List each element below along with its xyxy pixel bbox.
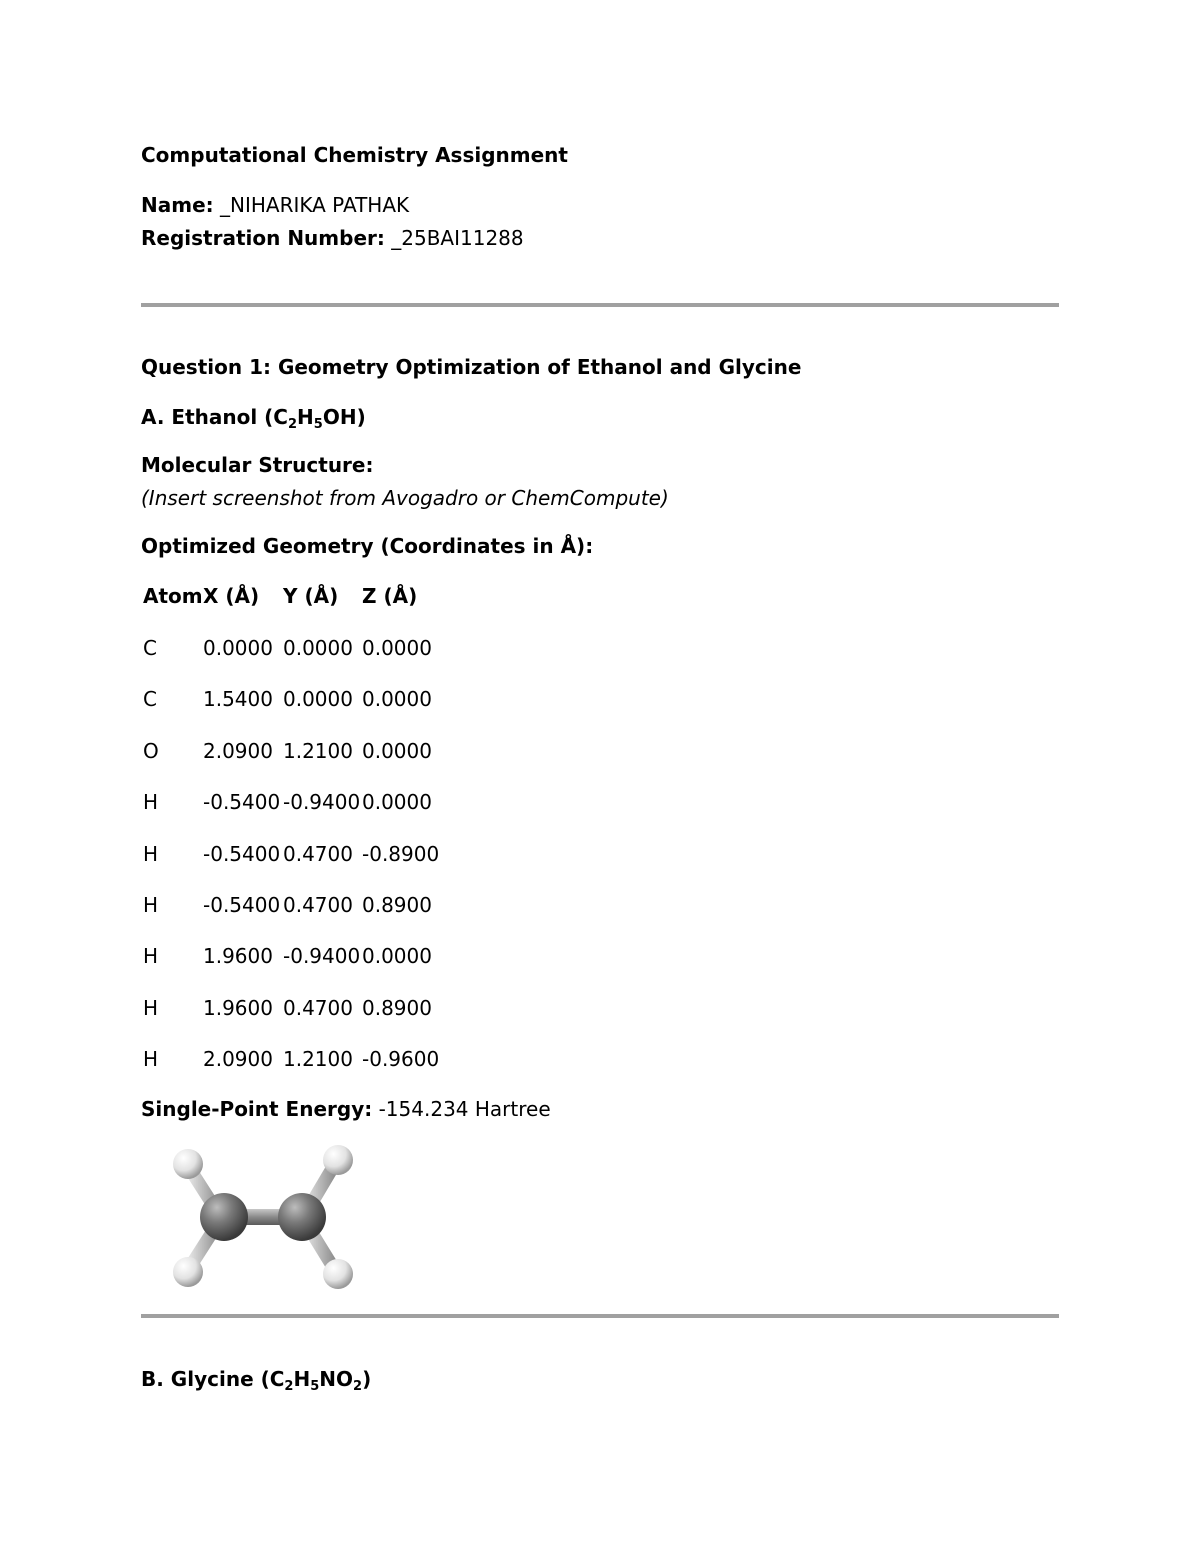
- cell-atom: O: [143, 739, 159, 763]
- registration-value: _25BAI11288: [384, 226, 524, 250]
- cell-x: 1.9600: [203, 996, 273, 1020]
- section-a-prefix: A. Ethanol (C: [141, 405, 288, 429]
- hydrogen-atom: [323, 1145, 353, 1175]
- cell-y: 0.0000: [283, 636, 353, 660]
- carbon-atom: [200, 1193, 248, 1241]
- cell-y: 0.0000: [283, 687, 353, 711]
- cell-z: 0.0000: [362, 687, 432, 711]
- question-1-heading: Question 1: Geometry Optimization of Ethanol and Glycine: [141, 355, 802, 379]
- header-z: Z (Å): [362, 584, 418, 608]
- cell-atom: H: [143, 893, 159, 917]
- name-label: Name:: [141, 193, 214, 217]
- header-x: X (Å): [203, 584, 260, 608]
- header-atom: Atom: [143, 584, 203, 608]
- cell-z: 0.8900: [362, 893, 432, 917]
- cell-z: -0.8900: [362, 842, 440, 866]
- hydrogen-atom: [323, 1259, 353, 1289]
- cell-z: 0.0000: [362, 944, 432, 968]
- cell-x: 1.5400: [203, 687, 273, 711]
- document-title: Computational Chemistry Assignment: [141, 143, 568, 167]
- cell-x: 2.0900: [203, 1047, 273, 1071]
- section-b-sub3: 2: [353, 1379, 363, 1394]
- cell-z: 0.0000: [362, 790, 432, 814]
- name-value: _NIHARIKA PATHAK: [213, 193, 410, 217]
- section-b-mid: H: [293, 1367, 311, 1391]
- cell-z: -0.9600: [362, 1047, 440, 1071]
- section-a-mid: H: [297, 405, 314, 429]
- cell-atom: H: [143, 996, 159, 1020]
- cell-atom: C: [143, 687, 157, 711]
- cell-z: 0.0000: [362, 636, 432, 660]
- cell-y: -0.9400: [283, 944, 361, 968]
- horizontal-divider: [141, 303, 1059, 307]
- section-b-sub2: 5: [310, 1379, 320, 1394]
- cell-y: 0.4700: [283, 842, 353, 866]
- cell-y: 0.4700: [283, 996, 353, 1020]
- section-b-heading: [141, 1366, 371, 1392]
- energy-line: [141, 1096, 551, 1122]
- optimized-geometry-label: Optimized Geometry (Coordinates in Å):: [141, 534, 594, 558]
- hydrogen-atom: [173, 1257, 203, 1287]
- section-b-sub1: 2: [284, 1379, 294, 1394]
- ethene-molecule-image: [160, 1138, 360, 1290]
- section-b-suffix: ): [362, 1367, 372, 1391]
- section-a-heading: [141, 404, 366, 430]
- cell-atom: H: [143, 842, 159, 866]
- cell-y: -0.9400: [283, 790, 361, 814]
- cell-y: 1.2100: [283, 739, 353, 763]
- section-a-sub1: 2: [287, 417, 298, 432]
- section-a-suffix: OH): [322, 405, 366, 429]
- section-b-mid2: NO: [319, 1367, 354, 1391]
- cell-atom: H: [143, 944, 159, 968]
- section-b-prefix: B. Glycine (C: [141, 1367, 285, 1391]
- cell-x: 0.0000: [203, 636, 273, 660]
- horizontal-divider: [141, 1314, 1059, 1318]
- molecular-structure-label: Molecular Structure:: [141, 453, 374, 477]
- cell-atom: H: [143, 1047, 159, 1071]
- cell-atom: H: [143, 790, 159, 814]
- cell-x: -0.5400: [203, 790, 281, 814]
- energy-value: -154.234 Hartree: [372, 1097, 551, 1121]
- name-line: [141, 192, 409, 218]
- insert-screenshot-note: (Insert screenshot from Avogadro or ChemCompute): [141, 486, 669, 510]
- cell-y: 0.4700: [283, 893, 353, 917]
- cell-atom: C: [143, 636, 157, 660]
- cell-y: 1.2100: [283, 1047, 353, 1071]
- registration-line: [141, 225, 524, 251]
- cell-x: -0.5400: [203, 893, 281, 917]
- energy-label: Single-Point Energy:: [141, 1097, 373, 1121]
- cell-x: 1.9600: [203, 944, 273, 968]
- registration-label: Registration Number:: [141, 226, 385, 250]
- cell-x: 2.0900: [203, 739, 273, 763]
- cell-z: 0.8900: [362, 996, 432, 1020]
- header-y: Y (Å): [283, 584, 339, 608]
- cell-x: -0.5400: [203, 842, 281, 866]
- hydrogen-atom: [173, 1149, 203, 1179]
- section-a-sub2: 5: [313, 417, 323, 432]
- carbon-atom: [278, 1193, 326, 1241]
- cell-z: 0.0000: [362, 739, 432, 763]
